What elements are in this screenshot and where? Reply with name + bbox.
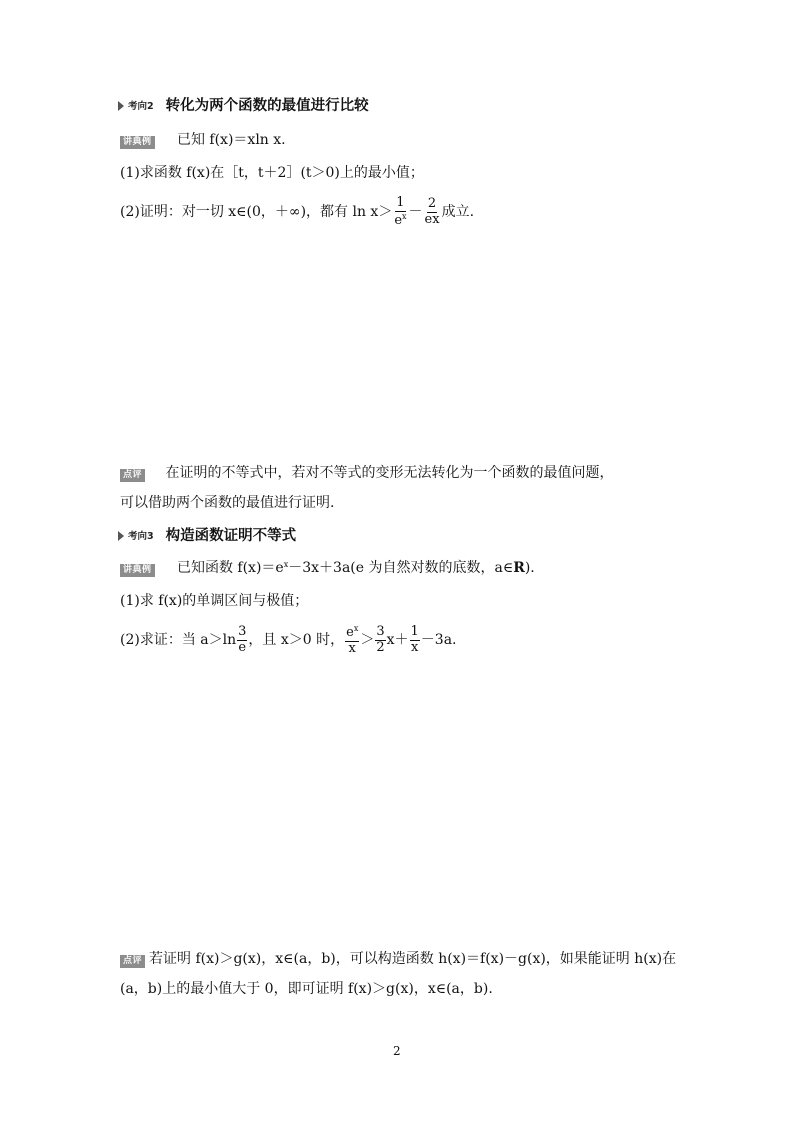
- question-2: [120, 196, 474, 229]
- comment-line-2: 可以借助两个函数的最值进行证明.: [120, 495, 335, 511]
- gt-sign: ＞: [360, 632, 375, 649]
- frac-den: e: [238, 639, 247, 655]
- q2-suffix: 成立.: [441, 204, 475, 221]
- section-number: 考向3: [128, 530, 154, 542]
- page-number: 2: [393, 1044, 401, 1058]
- example-badge: 讲典例: [120, 564, 155, 577]
- frac-num: 3: [376, 624, 385, 639]
- given-text: 已知函数 $f(x)=e^x-3x+3a(e$ 为自然对数的底数，a∈R).: [176, 560, 535, 576]
- question-1: (1)求 f(x)的单调区间与极值；: [120, 593, 309, 609]
- x-plus: x＋: [386, 632, 409, 649]
- example-badge: 讲典例: [120, 136, 155, 149]
- section-header-2: [118, 99, 369, 114]
- example-given: [120, 133, 286, 149]
- q2-prefix: (2)证明：对一切 x∈(0，＋∞)，都有 ln x＞: [120, 204, 393, 221]
- frac-den: 2: [376, 639, 385, 655]
- section-title: 转化为两个函数的最值进行比较: [165, 98, 369, 114]
- triangle-marker-icon: [118, 101, 124, 111]
- frac-num: $e^x$: [346, 624, 359, 640]
- frac-num: 1: [410, 624, 419, 639]
- example-given: [120, 561, 535, 577]
- minus-sign: －: [408, 204, 423, 221]
- frac-num: 2: [427, 196, 437, 211]
- comment-badge: 点评: [120, 469, 145, 482]
- frac-den: ex: [424, 211, 440, 227]
- question-2: [120, 624, 457, 657]
- question-1: (1)求函数 f(x)在［t，t＋2］(t＞0)上的最小值；: [120, 165, 424, 181]
- comment-text: 若证明 f(x)＞g(x)，x∈(a，b)，可以构造函数 h(x)＝f(x)－g(x)，如果能证明 h(x)在(a，b)上的最小值大于 0，即可证明 f(x)＞g(x)，x∈(a，b).: [120, 951, 677, 997]
- frac-num: 3: [238, 624, 247, 639]
- q2-prefix: (2)求证：当 a＞ln: [120, 632, 237, 649]
- given-text: 已知 f(x)＝xln x.: [176, 132, 286, 148]
- q2-suffix: －3a.: [420, 632, 457, 649]
- fraction-3-over-2: [375, 625, 385, 656]
- comment-badge: 点评: [120, 955, 145, 968]
- comment-block-2: [120, 944, 680, 1004]
- q2-mid: ，且 x＞0 时，: [248, 632, 345, 649]
- fraction-3-over-e: [237, 625, 247, 656]
- frac-den: x: [410, 639, 419, 655]
- section-title: 构造函数证明不等式: [165, 528, 297, 544]
- frac-den: x: [348, 640, 356, 656]
- frac-num: 1: [396, 195, 405, 210]
- section-header-3: [118, 529, 296, 544]
- frac-den: $e^x$: [394, 211, 407, 228]
- section-number: 考向2: [128, 100, 154, 112]
- triangle-marker-icon: [118, 531, 124, 541]
- comment-block-1: [120, 458, 680, 518]
- fraction-ex-over-x: [345, 624, 359, 657]
- fraction-2-over-ex: [424, 197, 441, 228]
- fraction-1-over-ex: [393, 196, 407, 229]
- comment-line-1: 在证明的不等式中，若对不等式的变形无法转化为一个函数的最值问题，: [165, 465, 614, 481]
- fraction-1-over-x: [410, 625, 420, 656]
